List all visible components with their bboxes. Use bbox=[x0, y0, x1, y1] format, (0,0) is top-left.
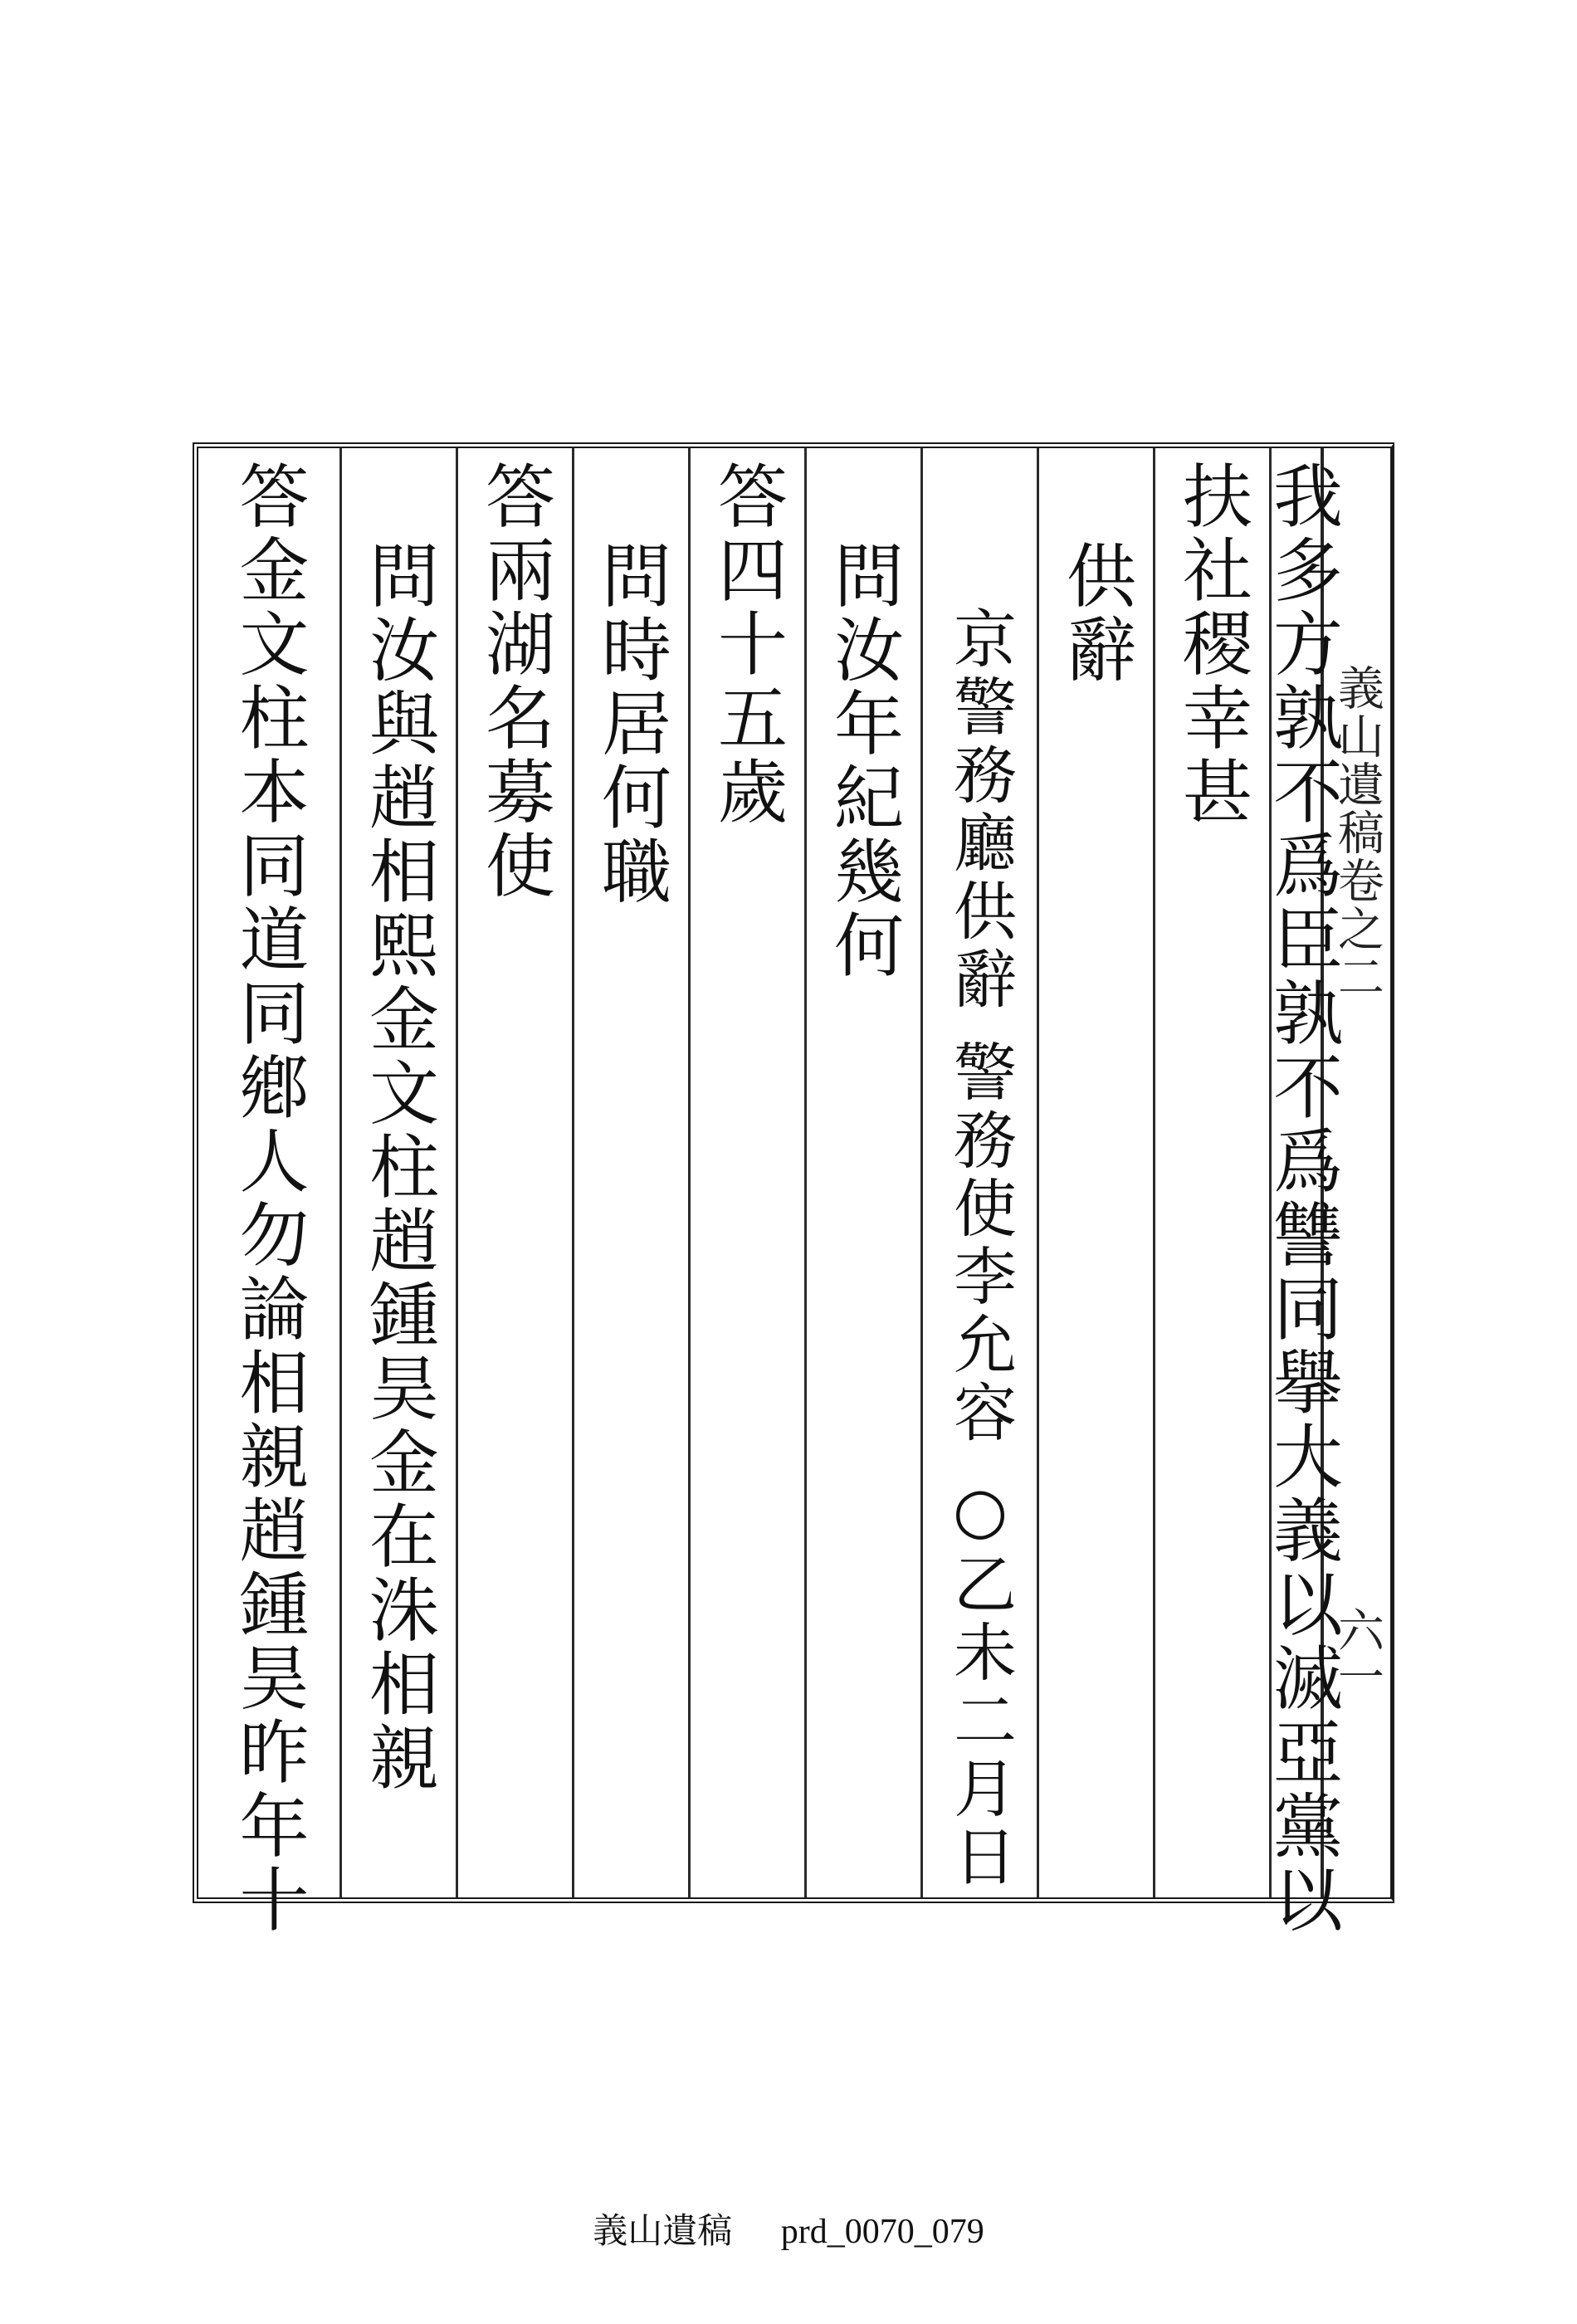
folio-number: 六一 bbox=[1330, 1606, 1384, 1699]
text-column bbox=[1037, 448, 1153, 1897]
column-text: 問時居何職 bbox=[590, 540, 672, 909]
column-text: 答四十五歲 bbox=[706, 460, 788, 829]
text-column bbox=[1153, 448, 1269, 1897]
column-text: 答兩湖名募使 bbox=[474, 460, 556, 903]
column-text: 答金文柱本同道同鄕人勿論相親趙鍾昊昨年十 bbox=[228, 460, 310, 1937]
text-column bbox=[804, 448, 920, 1897]
text-column bbox=[456, 448, 572, 1897]
column-text: 扶社稷幸甚 bbox=[1171, 460, 1253, 829]
text-column bbox=[920, 448, 1037, 1897]
text-column bbox=[688, 448, 804, 1897]
footer-code: prd_0070_079 bbox=[780, 2213, 984, 2251]
column-text: 京警務廳供辭 警務使李允容 ○乙未二月日 bbox=[943, 606, 1018, 1892]
page-footer bbox=[0, 2204, 1577, 2253]
margin-title: 義山遺稿卷之二 bbox=[1330, 664, 1384, 1001]
column-text: 問汝年紀幾何 bbox=[823, 540, 905, 983]
footer-book-title: 義山遺稿 bbox=[593, 2213, 733, 2251]
page-frame bbox=[193, 442, 1394, 1937]
text-column bbox=[198, 448, 339, 1937]
column-text: 供辭 bbox=[1055, 540, 1137, 687]
column-text: 我多方孰不爲臣孰不爲讐同擧大義以滅亞黨以 bbox=[1262, 460, 1344, 1937]
text-column bbox=[1262, 448, 1344, 1937]
text-column bbox=[339, 448, 456, 1897]
text-column bbox=[572, 448, 688, 1897]
column-text: 問汝與趙相熙金文柱趙鍾昊金在洙相親 bbox=[358, 540, 440, 1795]
